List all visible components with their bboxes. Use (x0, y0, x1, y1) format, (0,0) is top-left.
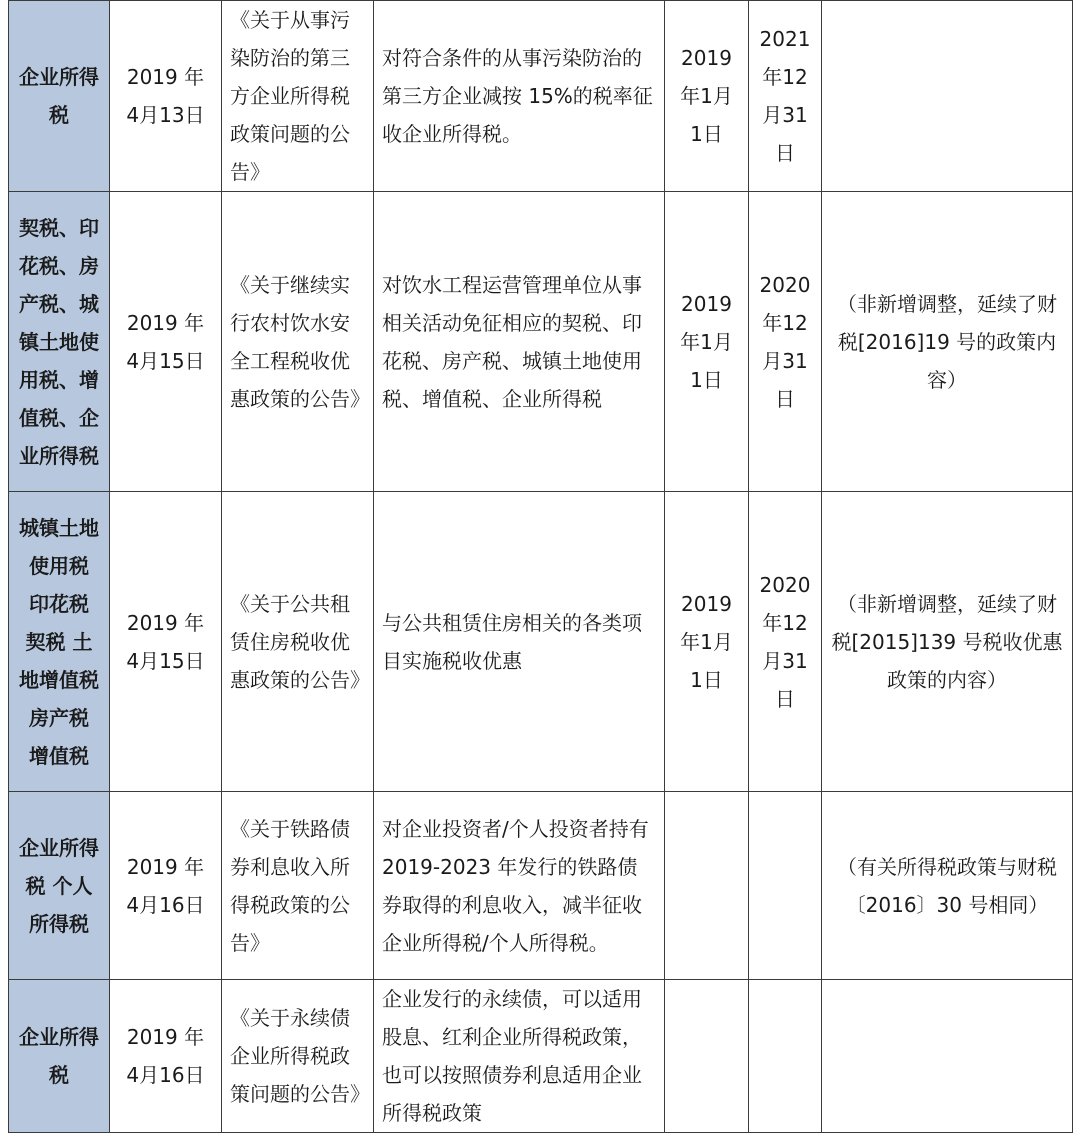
tax-type-cell: 企业所得税 (9, 980, 110, 1133)
end-date-cell (749, 980, 822, 1133)
start-date-cell: 2019 年1月 1日 (665, 492, 749, 792)
tax-type-cell: 契税、印花税、房产税、城镇土地使用税、增值税、企业所得税 (9, 192, 110, 492)
policy-title-cell: 《关于永续债企业所得税政策问题的公告》 (222, 980, 374, 1133)
end-date-cell: 2020 年12 月31 日 (749, 192, 822, 492)
note-cell: （非新增调整，延续了财税[2016]19 号的政策内容） (822, 192, 1073, 492)
tax-type-cell: 企业所得税 个人所得税 (9, 792, 110, 980)
policy-content-cell: 对饮水工程运营管理单位从事相关活动免征相应的契税、印花税、房产税、城镇土地使用税、增值税、企业所得税 (374, 192, 665, 492)
end-date-cell (749, 792, 822, 980)
policy-content-cell: 与公共租赁住房相关的各类项目实施税收优惠 (374, 492, 665, 792)
table-row (9, 492, 1073, 792)
start-date-cell: 2019 年1月 1日 (665, 1, 749, 192)
table-row (9, 192, 1073, 492)
end-date-cell: 2020 年12 月31 日 (749, 492, 822, 792)
policy-content-cell: 对符合条件的从事污染防治的第三方企业减按 15%的税率征收企业所得税。 (374, 1, 665, 192)
start-date-cell (665, 980, 749, 1133)
policy-table (8, 0, 1073, 1133)
policy-title-cell: 《关于铁路债券利息收入所得税政策的公告》 (222, 792, 374, 980)
tax-type-cell: 城镇土地使用税 印花税 契税 土地增值税 房产税 增值税 (9, 492, 110, 792)
tax-type-cell: 企业所得税 (9, 1, 110, 192)
policy-content-cell: 对企业投资者/个人投资者持有 2019-2023 年发行的铁路债券取得的利息收入，减半征收企业所得税/个人所得税。 (374, 792, 665, 980)
table-row (9, 1, 1073, 192)
issue-date-cell: 2019 年 4月15日 (110, 192, 222, 492)
note-cell: （非新增调整，延续了财税[2015]139 号税收优惠政策的内容） (822, 492, 1073, 792)
issue-date-cell: 2019 年 4月13日 (110, 1, 222, 192)
end-date-cell: 2021 年12 月31 日 (749, 1, 822, 192)
issue-date-cell: 2019 年 4月16日 (110, 980, 222, 1133)
note-cell (822, 980, 1073, 1133)
table-row (9, 792, 1073, 980)
policy-title-cell: 《关于公共租赁住房税收优惠政策的公告》 (222, 492, 374, 792)
policy-title-cell: 《关于从事污染防治的第三方企业所得税政策问题的公告》 (222, 1, 374, 192)
note-cell: （有关所得税政策与财税〔2016〕30 号相同） (822, 792, 1073, 980)
start-date-cell: 2019 年1月 1日 (665, 192, 749, 492)
issue-date-cell: 2019 年 4月15日 (110, 492, 222, 792)
policy-title-cell: 《关于继续实行农村饮水安全工程税收优惠政策的公告》 (222, 192, 374, 492)
policy-content-cell: 企业发行的永续债，可以适用股息、红利企业所得税政策，也可以按照债券利息适用企业所得税政策 (374, 980, 665, 1133)
table-row (9, 980, 1073, 1133)
start-date-cell (665, 792, 749, 980)
issue-date-cell: 2019 年 4月16日 (110, 792, 222, 980)
note-cell (822, 1, 1073, 192)
